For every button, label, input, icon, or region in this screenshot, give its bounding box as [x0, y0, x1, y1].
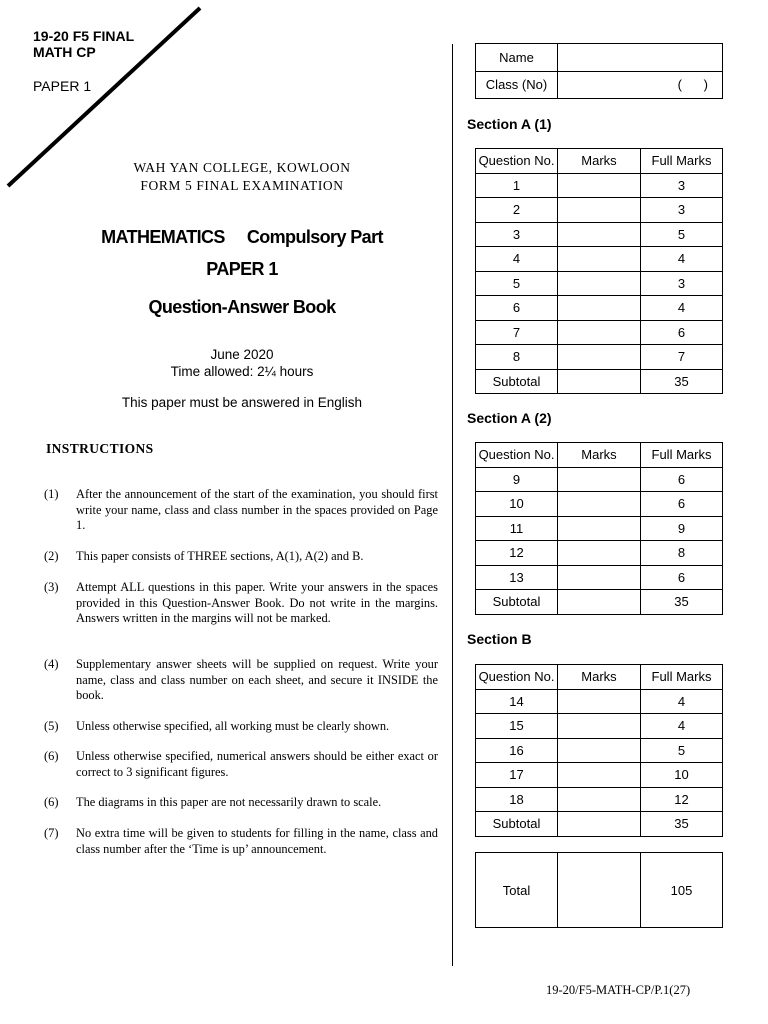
subject-title: MATHEMATICS Compulsory Part — [101, 227, 383, 247]
instructions-heading: INSTRUCTIONS — [46, 441, 154, 456]
marks-cell[interactable] — [558, 271, 641, 296]
table-row: 10 6 — [476, 492, 723, 517]
subtotal-row: Subtotal 35 — [476, 369, 723, 394]
exam-date: June 2020 — [210, 347, 274, 362]
exam-name: FORM 5 FINAL EXAMINATION — [140, 178, 344, 193]
column-divider — [452, 44, 453, 966]
col-full-header: Full Marks — [641, 149, 723, 174]
table-row: 11 9 — [476, 516, 723, 541]
table-row: 8 7 — [476, 345, 723, 370]
book-title: Question-Answer Book — [148, 297, 336, 317]
table-row: 14 4 — [476, 689, 723, 714]
language-note: This paper must be answered in English — [121, 395, 363, 410]
table-row: 9 6 — [476, 467, 723, 492]
col-question-header: Question No. — [476, 149, 558, 174]
class-label: Class (No) — [476, 71, 558, 99]
table-row: 18 12 — [476, 787, 723, 812]
total-marks-cell[interactable] — [558, 853, 641, 928]
corner-title: 19-20 F5 FINAL MATH CP — [33, 28, 135, 60]
instruction-item: (6) Unless otherwise specified, numerical answers should be either exact or correct to 3 significant figures. — [44, 749, 438, 779]
table-row: 13 6 — [476, 565, 723, 590]
marks-cell[interactable] — [558, 467, 641, 492]
marks-cell[interactable] — [558, 516, 641, 541]
table-row: 5 3 — [476, 271, 723, 296]
subtotal-marks-cell[interactable] — [558, 369, 641, 394]
page-footer: 19-20/F5-MATH-CP/P.1(27) — [546, 983, 691, 997]
marks-cell[interactable] — [558, 787, 641, 812]
marks-cell[interactable] — [558, 714, 641, 739]
total-row — [476, 853, 723, 928]
total-label: Total — [476, 853, 558, 928]
instruction-item: (2) This paper consists of THREE sections, A(1), A(2) and B. — [44, 549, 364, 563]
table-row: 2 3 — [476, 198, 723, 223]
table-row: 3 5 — [476, 222, 723, 247]
marks-cell[interactable] — [558, 541, 641, 566]
table-row: 16 5 — [476, 738, 723, 763]
instruction-item: (7) No extra time will be given to students for filling in the name, class and class number after the ‘Time is up’ announcement. — [44, 826, 438, 856]
subtotal-marks-cell[interactable] — [558, 812, 641, 837]
table-row: 4 4 — [476, 247, 723, 272]
marks-cell[interactable] — [558, 173, 641, 198]
marks-cell[interactable] — [558, 492, 641, 517]
table-row: 6 4 — [476, 296, 723, 321]
total-table — [475, 852, 723, 928]
col-full-header: Full Marks — [641, 665, 723, 690]
instruction-item: (1) After the announcement of the start of the examination, you should first write your name, class and class number in the spaces provided on Page 1. — [44, 487, 438, 532]
marks-cell[interactable] — [558, 763, 641, 788]
section-b-heading: Section B — [467, 631, 532, 647]
class-no-field[interactable]: ( ) — [558, 71, 723, 99]
section-a1-table — [475, 148, 723, 394]
corner-paper-label: PAPER 1 — [33, 78, 92, 94]
marks-cell[interactable] — [558, 222, 641, 247]
col-question-header: Question No. — [476, 443, 558, 468]
school-name: WAH YAN COLLEGE, KOWLOON — [133, 160, 351, 175]
total-full-marks: 105 — [641, 853, 723, 928]
subtotal-row: Subtotal 35 — [476, 812, 723, 837]
marks-cell[interactable] — [558, 689, 641, 714]
marks-cell[interactable] — [558, 738, 641, 763]
table-row: 17 10 — [476, 763, 723, 788]
instruction-item: (6) The diagrams in this paper are not necessarily drawn to scale. — [44, 795, 382, 809]
col-question-header: Question No. — [476, 665, 558, 690]
marks-cell[interactable] — [558, 198, 641, 223]
subtotal-row: Subtotal 35 — [476, 590, 723, 615]
name-field[interactable] — [558, 44, 723, 72]
student-info-table — [475, 43, 723, 99]
marks-cell[interactable] — [558, 296, 641, 321]
col-marks-header: Marks — [558, 443, 641, 468]
marks-cell[interactable] — [558, 247, 641, 272]
table-row: 7 6 — [476, 320, 723, 345]
marks-cell[interactable] — [558, 565, 641, 590]
instruction-item: (4) Supplementary answer sheets will be supplied on request. Write your name, class and class number on each sheet, and secure it INSIDE the book. — [44, 657, 438, 702]
section-b-table — [475, 664, 723, 837]
col-marks-header: Marks — [558, 665, 641, 690]
table-row: 1 3 — [476, 173, 723, 198]
section-a2-table — [475, 442, 723, 615]
table-row: 12 8 — [476, 541, 723, 566]
marks-cell[interactable] — [558, 345, 641, 370]
table-row: 15 4 — [476, 714, 723, 739]
name-label: Name — [476, 44, 558, 72]
section-a2-heading: Section A (2) — [467, 410, 552, 426]
subtotal-marks-cell[interactable] — [558, 590, 641, 615]
instruction-item: (3) Attempt ALL questions in this paper. Write your answers in the spaces provided in this Question-Answer Book. Do not write in the margins. Answers written in the margins will not be marked. — [44, 580, 438, 625]
time-allowed: Time allowed: 2¼ hours — [170, 364, 314, 379]
col-full-header: Full Marks — [641, 443, 723, 468]
marks-cell[interactable] — [558, 320, 641, 345]
instruction-item: (5) Unless otherwise specified, all working must be clearly shown. — [44, 719, 390, 733]
paper-title: PAPER 1 — [206, 259, 278, 279]
col-marks-header: Marks — [558, 149, 641, 174]
section-a1-heading: Section A (1) — [467, 116, 552, 132]
